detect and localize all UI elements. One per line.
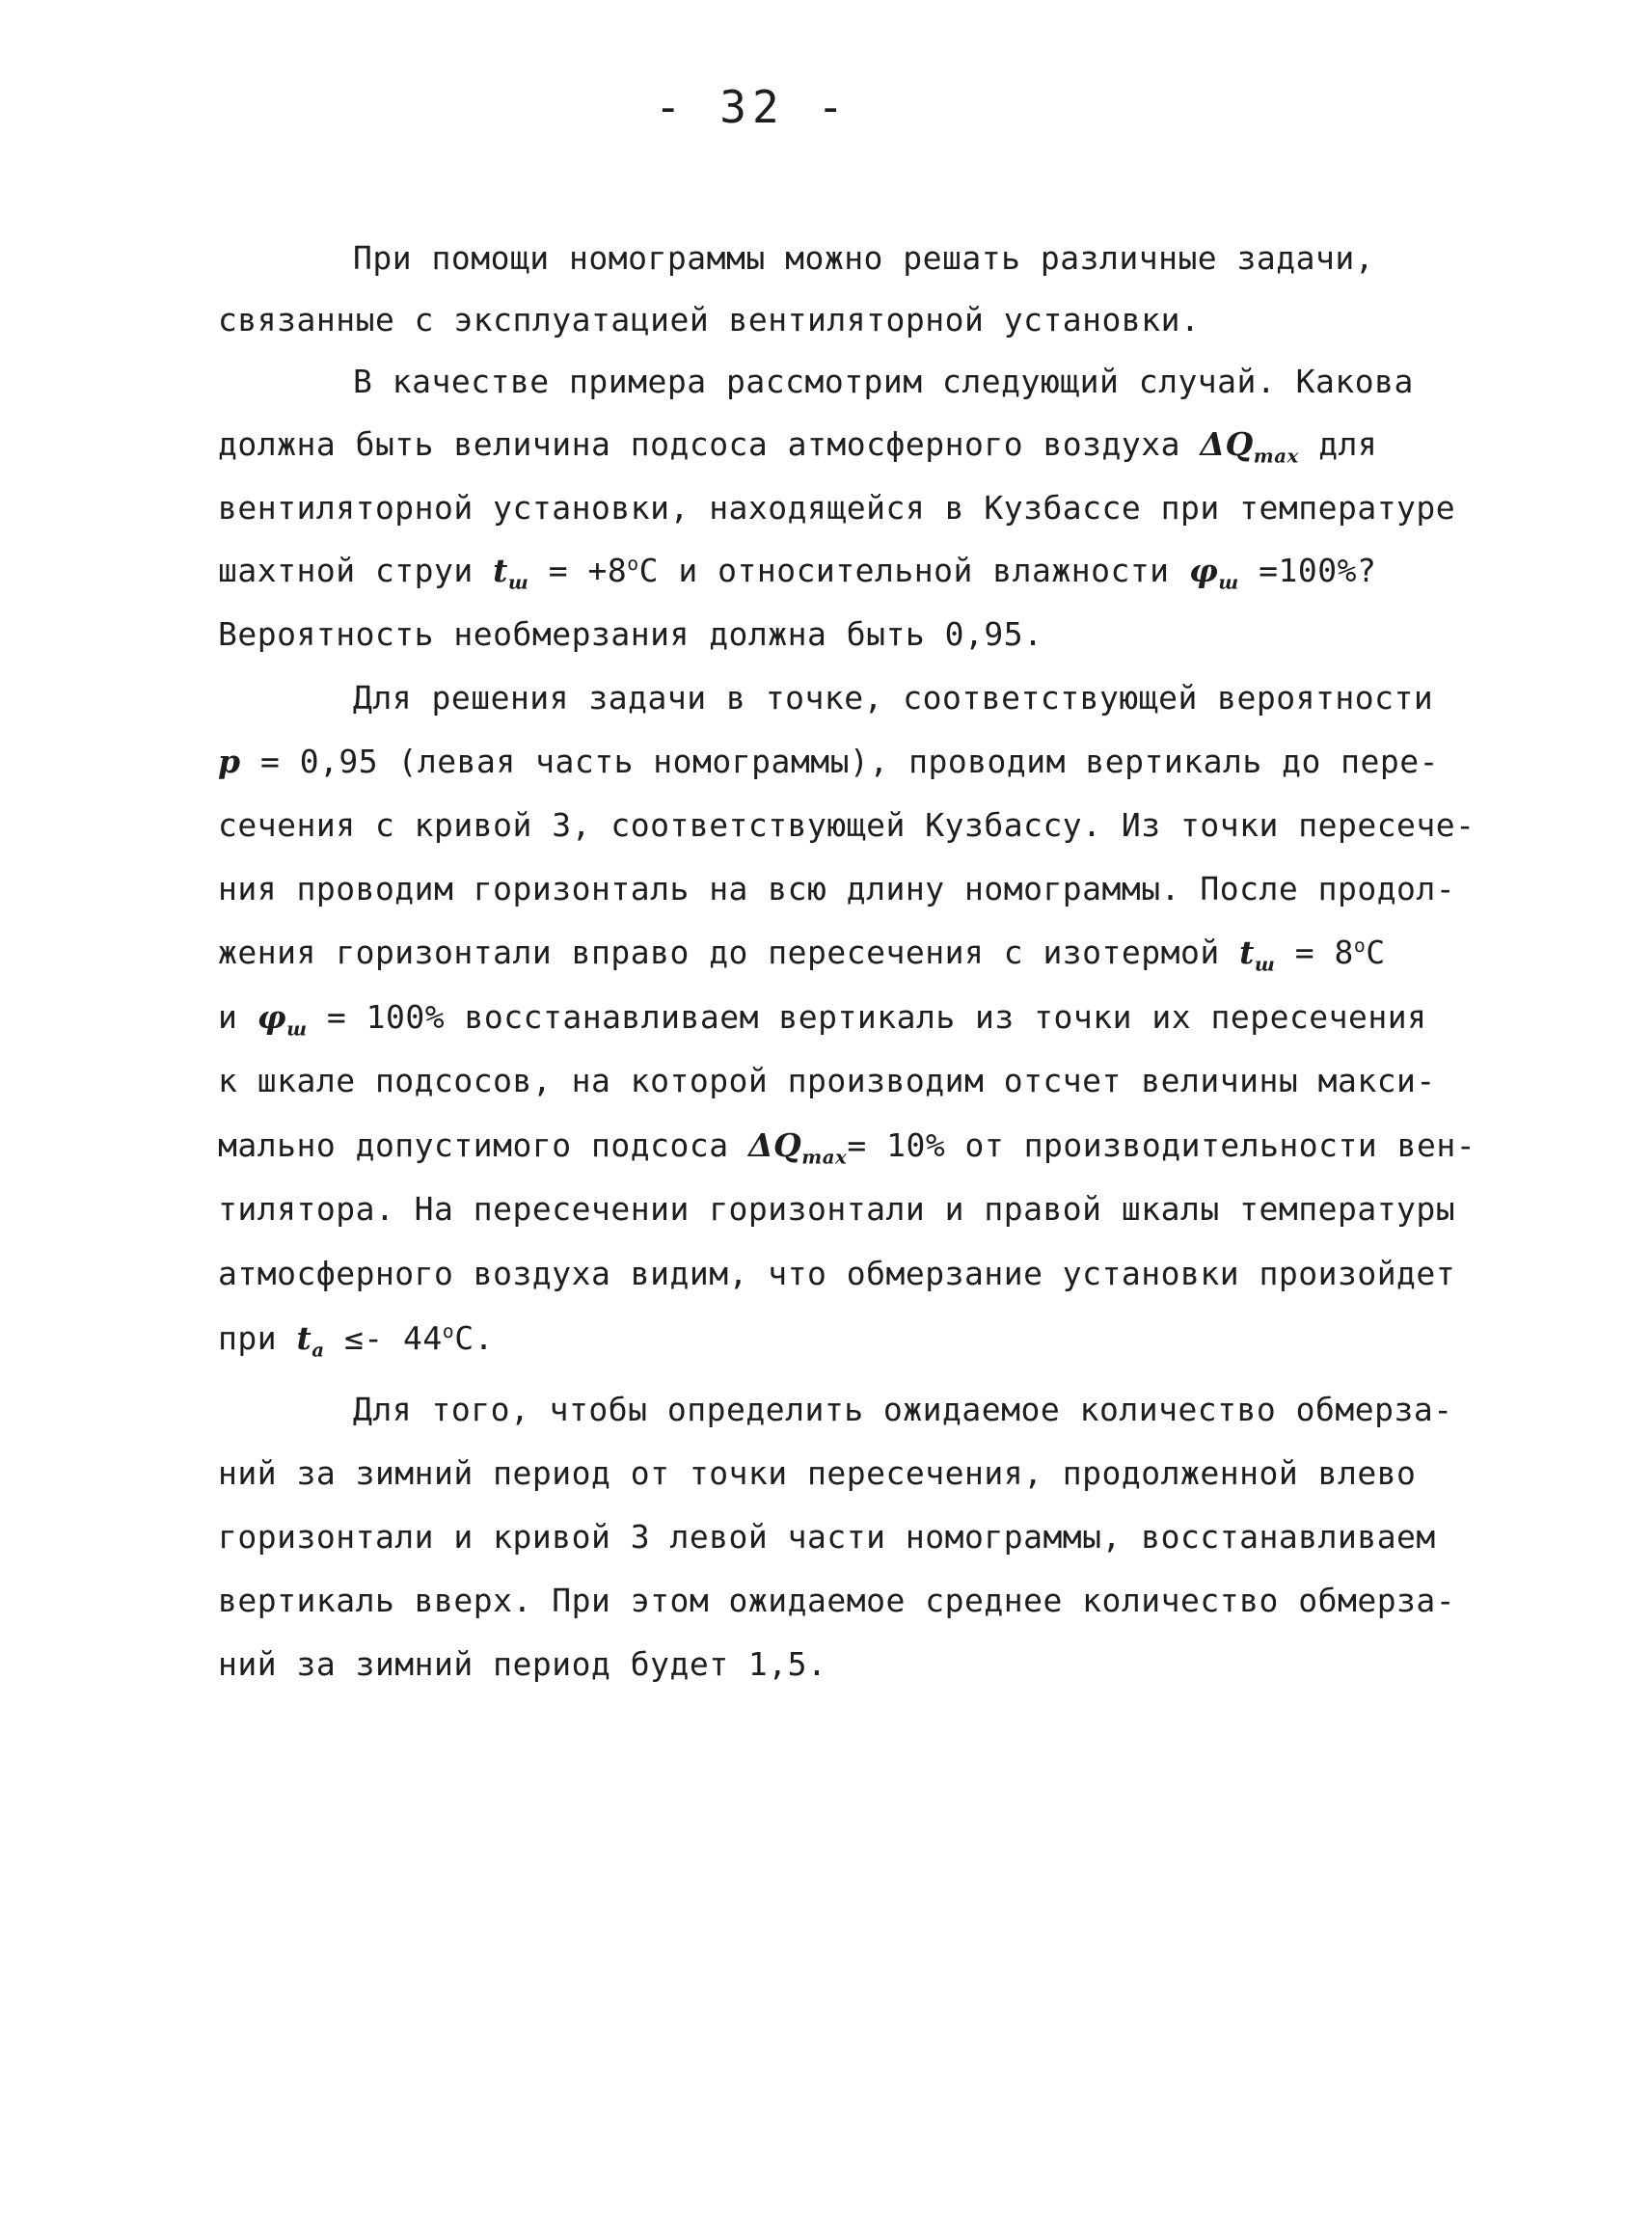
text-segment: для (1318, 425, 1378, 463)
delta-q-max-symbol (747, 1126, 848, 1169)
text-segment: С. (454, 1319, 494, 1357)
subscript: ш (1254, 952, 1276, 976)
degree-sign: o (442, 1320, 455, 1342)
text-line: связанные с эксплуатацией вентиляторной установки. (218, 301, 1201, 339)
text-segment: = 0,95 (левая часть номограммы), проводим вертикаль до пере- (259, 743, 1440, 780)
text-segment: = 8 (1294, 934, 1354, 971)
text-line: горизонтали и кривой 3 левой части номограммы, восстанавливаем (218, 1518, 1436, 1556)
text-line: сечения с кривой 3, соответствующей Кузбассу. Из точки пересече- (218, 806, 1476, 844)
text-line (218, 1319, 494, 1362)
text-segment: шахтной струи (218, 552, 474, 589)
degree-sign: o (627, 553, 639, 575)
text-line: тилятора. На пересечении горизонтали и правой шкалы температуры (218, 1190, 1456, 1228)
text-segment: должна быть величина подсоса атмосферного воздуха (218, 425, 1181, 463)
text-line: В качестве примера рассмотрим следующий случай. Какова (353, 363, 1414, 400)
text-line: атмосферного воздуха видим, что обмерзание установки произойдет (218, 1255, 1456, 1292)
text-segment: мально допустимого подсоса (218, 1126, 729, 1164)
text-line: вентиляторной установки, находящейся в Кузбассе при температуре (218, 489, 1456, 527)
text-segment: при (218, 1319, 278, 1357)
text-line: ния проводим горизонталь на всю длину номограммы. После продол- (218, 870, 1456, 907)
text-segment: С и относительной влажности (638, 552, 1170, 589)
text-segment: и (218, 998, 238, 1036)
degree-sign: o (1353, 934, 1367, 957)
subscript: max (1253, 444, 1299, 468)
text-line: к шкале подсосов, на которой производим отсчет величины макси- (218, 1062, 1436, 1099)
symbol: φ (1188, 552, 1219, 589)
text-segment: = 100% восстанавливаем вертикаль из точки их пересечения (326, 998, 1427, 1036)
t-mine-symbol (493, 552, 529, 594)
symbol: ΔQ (747, 1126, 802, 1164)
text-segment: С (1366, 934, 1386, 971)
symbol: t (296, 1319, 312, 1357)
text-line (218, 998, 1427, 1041)
subscript: ш (286, 1016, 308, 1041)
text-segment: =100%? (1259, 552, 1377, 589)
subscript: a (311, 1338, 325, 1362)
subscript: ш (507, 570, 529, 594)
text-line (218, 743, 1439, 780)
text-line: При помощи номограммы можно решать различные задачи, (353, 239, 1375, 277)
text-line: Для того, чтобы определить ожидаемое количество обмерза- (353, 1391, 1453, 1428)
text-segment: ≤- 44 (343, 1319, 443, 1357)
text-line (218, 552, 1376, 594)
symbol: ΔQ (1200, 425, 1254, 463)
page-number: - 32 - (654, 81, 851, 133)
phi-mine-symbol (1188, 552, 1239, 594)
text-line: ний за зимний период будет 1,5. (218, 1645, 827, 1683)
text-line: Вероятность необмерзания должна быть 0,95. (218, 615, 1043, 653)
p-symbol: p (218, 743, 241, 780)
symbol: t (1239, 934, 1255, 971)
symbol: t (493, 552, 508, 589)
text-line: вертикаль вверх. При этом ожидаемое среднее количество обмерза- (218, 1582, 1456, 1619)
symbol: φ (257, 998, 287, 1036)
text-segment: = 10% от производительности вен- (847, 1126, 1476, 1164)
subscript: ш (1218, 570, 1239, 594)
subscript: max (801, 1145, 848, 1169)
text-line (218, 425, 1377, 468)
text-segment: жения горизонтали вправо до пересечения с изотермой (218, 934, 1220, 971)
text-line: Для решения задачи в точке, соответствующей вероятности (353, 679, 1434, 717)
text-line (218, 934, 1386, 976)
text-segment: = +8 (548, 552, 628, 589)
t-air-symbol (296, 1319, 325, 1362)
t-mine-symbol (1239, 934, 1276, 976)
delta-q-max-symbol (1200, 425, 1299, 468)
text-line: ний за зимний период от точки пересечения, продолженной влево (218, 1454, 1417, 1492)
phi-mine-symbol (257, 998, 308, 1041)
text-line (218, 1126, 1476, 1169)
